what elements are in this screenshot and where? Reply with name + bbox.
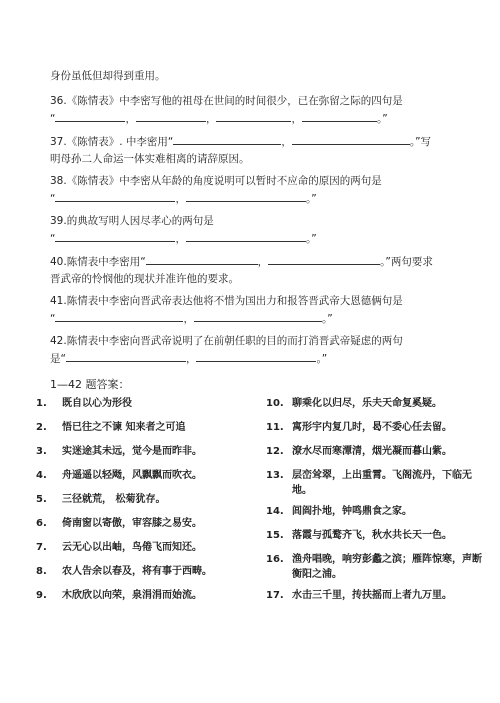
question-text: 36.《陈情表》中李密写他的祖母在世间的时间很少，已在弥留之际的四句是 (50, 95, 403, 107)
question-text: 明母孙二人命运一体实难相离的请辞原因。 (50, 153, 250, 165)
question-text: 39.的典故写明人因尽孝心的两句是 (50, 215, 214, 227)
answer-item: 17. 水击三千里，抟扶摇而上者九万里。 (266, 590, 452, 601)
answer-item: 1. 既自以心为形役 (36, 398, 132, 409)
blank[interactable] (186, 190, 306, 202)
answer-item: 14. 闾阎扑地，钟鸣鼎食之家。 (266, 506, 412, 517)
answer-blank-line: “ ， ， ， 。” (50, 110, 460, 128)
answer-blank-line: “ ， 。” (50, 310, 460, 328)
question-41 (50, 293, 460, 328)
answer-item: 16. 渔舟唱晚，响穷彭蠡之滨；雁阵惊寒，声断衡阳之浦。 (266, 554, 482, 580)
answers-left-column (36, 396, 256, 612)
question-38 (50, 173, 460, 208)
answer-blank-line: “ ， 。” (50, 230, 460, 248)
blank[interactable] (136, 110, 206, 122)
answers-right-column (266, 396, 486, 612)
question-42 (50, 333, 460, 368)
blank[interactable] (216, 110, 291, 122)
answer-blank-line: 37.《陈情表》. 中李密用“ ， 。”写 (50, 133, 460, 151)
blank[interactable] (66, 350, 186, 362)
answer-item: 7. 云无心以出岫，鸟倦飞而知还。 (36, 542, 202, 553)
blank[interactable] (302, 110, 377, 122)
answer-item: 4. 舟遥遥以轻飏，风飘飘而吹衣。 (36, 470, 202, 481)
blank[interactable] (194, 310, 322, 322)
answer-item: 13. 层峦耸翠，上出重霄。飞阁流丹，下临无地。 (266, 470, 472, 496)
blank[interactable] (55, 110, 125, 122)
blank[interactable] (186, 230, 306, 242)
question-36 (50, 93, 460, 128)
answer-item: 10. 聊乘化以归尽，乐夫天命复奚疑。 (266, 398, 442, 409)
answer-item: 5. 三径就荒， 松菊犹存。 (36, 494, 166, 505)
blank[interactable] (292, 133, 410, 145)
answer-item: 6. 倚南窗以寄傲，审容膝之易安。 (36, 518, 202, 529)
answer-blank-line: 是“ ， 。” (50, 350, 460, 368)
question-text: 38.《陈情表》中李密从年龄的角度说明可以暂时不应命的原因的两句是 (50, 175, 382, 187)
blank[interactable] (55, 310, 183, 322)
question-39 (50, 213, 460, 248)
blank[interactable] (268, 253, 380, 265)
question-40 (50, 253, 460, 288)
answers-heading: 1—42 题答案： (50, 378, 130, 391)
answer-item: 12. 潦水尽而寒潭清，烟光凝而暮山紫。 (266, 446, 452, 457)
answer-item: 11. 寓形宇内复几时，曷不委心任去留。 (266, 422, 452, 433)
blank[interactable] (196, 350, 316, 362)
blank[interactable] (55, 190, 175, 202)
blank[interactable] (55, 230, 175, 242)
answer-item: 3. 实迷途其未远，觉今是而昨非。 (36, 446, 202, 457)
blank[interactable] (173, 133, 281, 145)
question-text: 41.陈情表中李密向晋武帝表达他将不惜为国出力和报答晋武帝大恩德俩句是 (50, 295, 403, 307)
intro-text: 身份虽低但却得到重用。 (50, 70, 166, 82)
answer-blank-line: 40.陈情表中李密用“ ， 。”两句要求 (50, 253, 460, 271)
answer-item: 15. 落霞与孤鹜齐飞，秋水共长天一色。 (266, 530, 452, 541)
question-text: 晋武帝的怜悯他的现状并准许他的要求。 (50, 273, 239, 285)
question-text: 42.陈情表中李密向晋武帝说明了在前朝任职的目的而打消晋武帝疑虑的两句 (50, 335, 403, 347)
answer-item: 8. 农人告余以春及，将有事于西畴。 (36, 566, 212, 577)
question-37 (50, 133, 460, 168)
answer-item: 9. 木欣欣以向荣，泉涓涓而始流。 (36, 590, 202, 601)
answer-blank-line: “ ， 。” (50, 190, 460, 208)
answer-item: 2. 悟已往之不谏 知来者之可追 (36, 422, 186, 433)
blank[interactable] (146, 253, 258, 265)
